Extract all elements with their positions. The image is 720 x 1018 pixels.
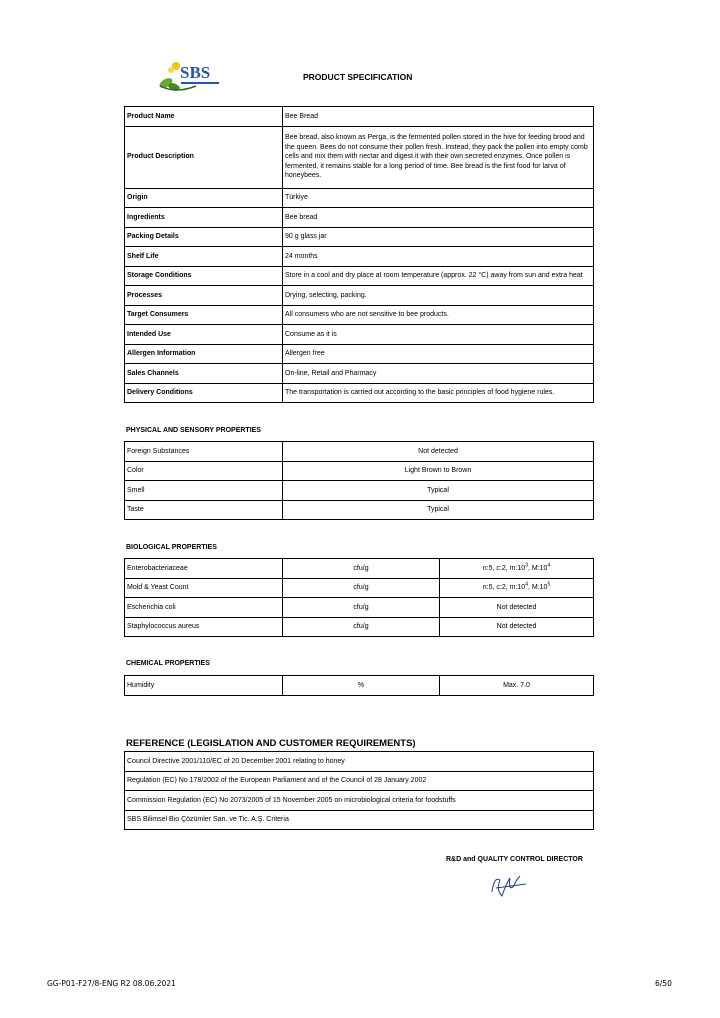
biological-properties-table: [124, 558, 594, 637]
spec-label: Origin: [125, 188, 283, 208]
reference-row: [125, 791, 594, 811]
spec-label: Processes: [125, 286, 283, 306]
reference-row: [125, 771, 594, 791]
spec-label: Allergen Information: [125, 344, 283, 364]
spec-row: [125, 364, 594, 384]
biological-limit-mid: , M:10: [527, 584, 548, 591]
spec-label: Sales Channels: [125, 364, 283, 384]
spec-value: The transportation is carried out according to the basic principles of food hygiene rules.: [283, 383, 594, 403]
biological-row: [125, 578, 594, 598]
spec-value: Consume as it is: [283, 325, 594, 345]
product-spec-table: [124, 106, 594, 403]
biological-unit: cfu/g: [283, 598, 440, 618]
reference-item: Commission Regulation (EC) No 2073/2005 of 15 November 2005 on microbiological criteria for foodstuffs: [125, 791, 594, 811]
spec-row: [125, 188, 594, 208]
physical-param: Foreign Substances: [125, 442, 283, 462]
chemical-limit: Max. 7.0: [440, 676, 594, 696]
director-title: R&D and QUALITY CONTROL DIRECTOR: [446, 856, 583, 863]
physical-row: [125, 442, 594, 462]
biological-unit: cfu/g: [283, 578, 440, 598]
spec-row: [125, 344, 594, 364]
chemical-param: Humidity: [125, 676, 283, 696]
biological-row: [125, 617, 594, 637]
spec-value: 90 g glass jar: [283, 227, 594, 247]
spec-label: Packing Details: [125, 227, 283, 247]
biological-limit: [440, 578, 594, 598]
biological-limit-limit: Not detected: [496, 603, 537, 611]
page-number: 6/50: [655, 979, 672, 988]
spec-row: [125, 247, 594, 267]
spec-value: All consumers who are not sensitive to bee products.: [283, 305, 594, 325]
chemical-row: [125, 676, 594, 696]
physical-section-title: PHYSICAL AND SENSORY PROPERTIES: [126, 427, 261, 434]
biological-limit-mid: , M:10: [527, 564, 548, 572]
sbs-logo: [156, 56, 226, 96]
reference-row: [125, 810, 594, 830]
biological-param: Mold & Yeast Count: [125, 578, 283, 598]
spec-value: On-line, Retail and Pharmacy: [283, 364, 594, 384]
spec-label: Ingredients: [125, 208, 283, 228]
biological-limit-exp1: 3: [525, 562, 528, 569]
spec-value: Store in a cool and dry place at room temperature (approx. 22 °C) away from sun and extra heat: [283, 266, 594, 286]
spec-value: Türkiye: [283, 188, 594, 208]
biological-limit-limit: n:5, c:2, m:10: [482, 564, 526, 572]
biological-limit-exp2: 4: [547, 562, 551, 569]
spec-value: Bee bread, also known as Perga, is the fermented pollen stored in the hive for feeding brood and the queen. Bees do not consume their pollen fresh. Instead, they pack the pollen into empty comb cells and mix them with nectar and digest it with their own secreted enzymes. Once pollen is fermented, it remains stable for a long period of time. Bee bread is the first food for larva of honeybees.: [283, 126, 594, 188]
spec-row: [125, 286, 594, 306]
spec-label: Intended Use: [125, 325, 283, 345]
biological-section-title: BIOLOGICAL PROPERTIES: [126, 544, 217, 551]
chemical-unit: %: [283, 676, 440, 696]
signature: [486, 870, 532, 902]
biological-row: [125, 559, 594, 579]
spec-label: Storage Conditions: [125, 266, 283, 286]
spec-label: Product Description: [125, 126, 283, 188]
spec-row: [125, 107, 594, 127]
physical-param: Color: [125, 461, 283, 481]
physical-value: Light Brown to Brown: [283, 461, 594, 481]
document-code: GG-P01-F27/8-ENG R2 08.06.2021: [47, 979, 176, 988]
physical-row: [125, 461, 594, 481]
biological-unit: cfu/g: [283, 617, 440, 637]
spec-value: Allergen free: [283, 344, 594, 364]
chemical-section-title: CHEMICAL PROPERTIES: [126, 660, 210, 667]
spec-row: [125, 208, 594, 228]
biological-limit: [440, 559, 594, 579]
spec-label: Delivery Conditions: [125, 383, 283, 403]
physical-row: [125, 481, 594, 501]
biological-param: Staphylococcus aureus: [125, 617, 283, 637]
biological-param: Enterobacteriaceae: [125, 559, 283, 579]
reference-item: Regulation (EC) No 178/2002 of the European Parliament and of the Council of 28 January 2002: [125, 771, 594, 791]
spec-row: [125, 227, 594, 247]
physical-value: Typical: [283, 481, 594, 501]
biological-limit-limit: n:5, c:2, m:10: [482, 584, 526, 591]
physical-properties-table: [124, 441, 594, 520]
physical-value: Not detected: [283, 442, 594, 462]
biological-limit: [440, 598, 594, 618]
biological-limit: [440, 617, 594, 637]
spec-row: [125, 126, 594, 188]
biological-limit-limit: Not detected: [496, 623, 537, 630]
spec-row: [125, 305, 594, 325]
reference-item: SBS Bilimsel Bio Çözümler San. ve Tic. A.Ş. Criteria: [125, 810, 594, 830]
reference-table: [124, 751, 594, 830]
spec-value: Drying, selecting, packing.: [283, 286, 594, 306]
biological-unit: cfu/g: [283, 559, 440, 579]
chemical-properties-table: [124, 675, 594, 696]
spec-row: [125, 325, 594, 345]
reference-row: [125, 752, 594, 772]
reference-item: Council Directive 2001/110/EC of 20 December 2001 relating to honey: [125, 752, 594, 772]
biological-limit-exp2: 5: [547, 581, 551, 588]
svg-text:SBS: SBS: [180, 63, 211, 82]
biological-limit-exp1: 4: [525, 581, 528, 588]
spec-value: Bee bread: [283, 208, 594, 228]
physical-row: [125, 500, 594, 520]
spec-row: [125, 266, 594, 286]
physical-param: Smell: [125, 481, 283, 501]
spec-label: Shelf Life: [125, 247, 283, 267]
spec-row: [125, 383, 594, 403]
reference-section-title: REFERENCE (LEGISLATION AND CUSTOMER REQUIREMENTS): [126, 738, 416, 749]
page-title: PRODUCT SPECIFICATION: [303, 72, 413, 82]
spec-value: 24 months: [283, 247, 594, 267]
biological-row: [125, 598, 594, 618]
spec-label: Target Consumers: [125, 305, 283, 325]
spec-label: Product Name: [125, 107, 283, 127]
spec-value: Bee Bread: [283, 107, 594, 127]
biological-param: Escherichia coli: [125, 598, 283, 618]
physical-value: Typical: [283, 500, 594, 520]
physical-param: Taste: [125, 500, 283, 520]
